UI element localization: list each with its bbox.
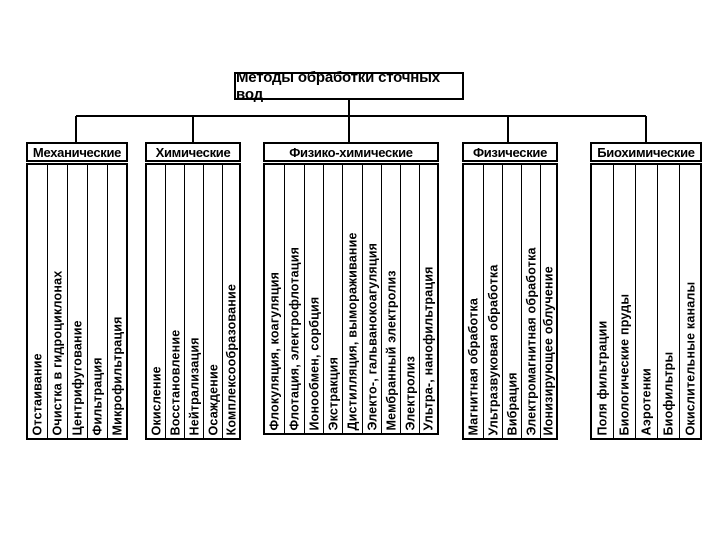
diagram-title: Методы обработки сточных вод	[234, 72, 464, 100]
method-item: Мембранный электролиз	[382, 165, 401, 433]
category-header-chemical: Химические	[145, 142, 241, 162]
method-item: Электромагнитная обработка	[522, 165, 541, 438]
method-item: Ультра-, нанофильтрация	[421, 265, 436, 430]
method-item: Комплексообразование	[224, 283, 238, 435]
category-body-chemical	[145, 163, 241, 440]
category-body-biochemical	[590, 163, 702, 440]
method-item: Ионизирующее облучение	[541, 265, 556, 435]
method-item: Аэротенки	[636, 165, 658, 438]
method-item: Очистка в гидроциклонах	[48, 165, 68, 438]
method-item: Восстановление	[166, 165, 185, 438]
method-item: Центрифугование	[68, 165, 88, 438]
method-item: Поля фильтрации	[592, 165, 614, 438]
category-body-physchem	[263, 163, 439, 435]
method-item: Экстракция	[324, 165, 343, 433]
method-item: Дистилляция, вымораживание	[343, 165, 363, 433]
category-header-physical: Физические	[462, 142, 558, 162]
method-item: Вибрация	[503, 165, 522, 438]
method-item: Микрофильтрация	[110, 315, 124, 435]
category-header-mechanical: Механические	[26, 142, 128, 162]
method-item: Фильтрация	[88, 165, 108, 438]
method-item: Флокуляция, коагуляция	[265, 165, 285, 433]
method-item: Ионообмен, сорбция	[305, 165, 324, 433]
category-body-physical	[462, 163, 558, 440]
category-body-mechanical	[26, 163, 128, 440]
method-item: Ультразвуковая обработка	[484, 165, 503, 438]
category-header-physchem: Физико-химические	[263, 142, 439, 162]
method-item: Окисление	[147, 165, 166, 438]
method-item: Биологические пруды	[614, 165, 636, 438]
method-item: Отстаивание	[28, 165, 48, 438]
method-item: Магнитная обработка	[464, 165, 484, 438]
method-item: Электролиз	[401, 165, 420, 433]
category-header-biochemical: Биохимические	[590, 142, 702, 162]
method-item: Нейтрализация	[185, 165, 204, 438]
method-item: Флотация, электрофлотация	[285, 165, 305, 433]
method-item: Осаждение	[204, 165, 223, 438]
method-item: Электо-, гальванокоагуляция	[363, 165, 382, 433]
method-item: Биофильтры	[658, 165, 680, 438]
method-item: Окислительные каналы	[683, 281, 697, 435]
